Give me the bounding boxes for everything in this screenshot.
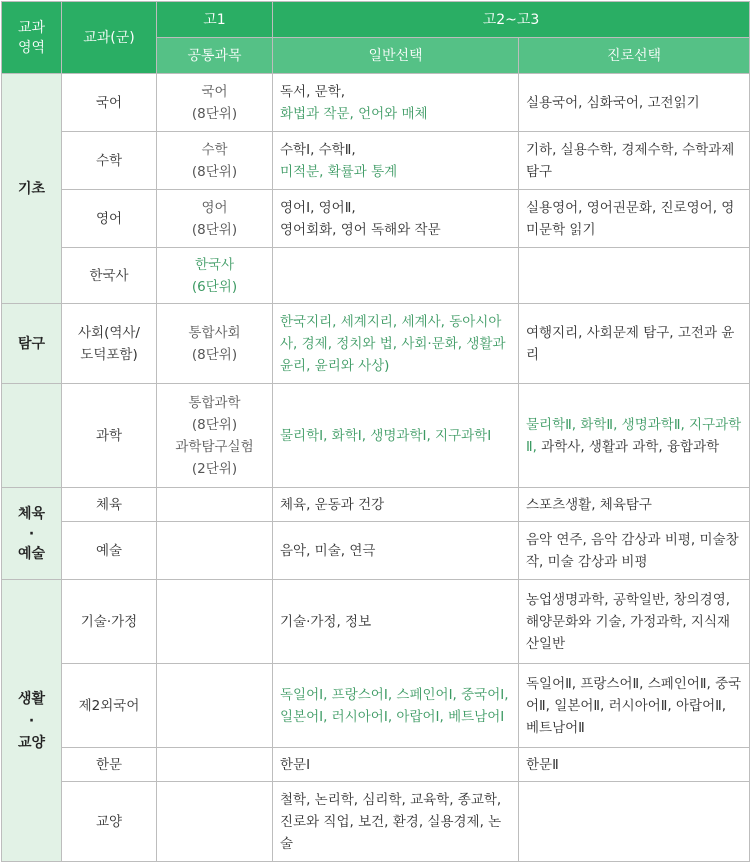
general-english-line2: 영어회화, 영어 독해와 작문 <box>280 221 441 238</box>
header-area: 교과 영역 <box>2 2 62 74</box>
common-classical-chinese <box>157 748 273 782</box>
general-math-line1: 수학Ⅰ, 수학Ⅱ, <box>280 141 356 158</box>
common-science: 통합과학 (8단위) 과학탐구실험 (2단위) <box>157 384 273 488</box>
general-second-language: 독일어Ⅰ, 프랑스어Ⅰ, 스페인어Ⅰ, 중국어Ⅰ, 일본어Ⅰ, 러시아어Ⅰ, 아랍어Ⅰ, 베트남어Ⅰ <box>273 664 519 748</box>
curriculum-table <box>1 1 750 862</box>
general-tech-home: 기술·가정, 정보 <box>273 580 519 664</box>
general-korean-line1: 독서, 문학, <box>280 83 346 100</box>
area-pe-arts: 체육 · 예술 <box>2 488 62 580</box>
subject-english: 영어 <box>62 190 157 248</box>
career-science-green: 물리학Ⅱ, 화학Ⅱ, 생명과학Ⅱ, 지구과학Ⅱ, <box>526 416 742 455</box>
general-english <box>273 190 519 248</box>
common-math: 수학 (8단위) <box>157 132 273 190</box>
subject-science: 과학 <box>62 384 157 488</box>
subject-liberal-arts: 교양 <box>62 782 157 862</box>
area-science-blank <box>2 384 62 488</box>
career-social: 여행지리, 사회문제 탐구, 고전과 윤리 <box>519 304 750 384</box>
subject-social: 사회(역사/ 도덕포함) <box>62 304 157 384</box>
career-science <box>519 384 750 488</box>
subject-korean: 국어 <box>62 74 157 132</box>
career-second-language: 독일어Ⅱ, 프랑스어Ⅱ, 스페인어Ⅱ, 중국어Ⅱ, 일본어Ⅱ, 러시아어Ⅱ, 아랍어Ⅱ, 베트남어Ⅱ <box>519 664 750 748</box>
general-science: 물리학Ⅰ, 화학Ⅰ, 생명과학Ⅰ, 지구과학Ⅰ <box>273 384 519 488</box>
general-math-line2: 미적분, 확률과 통계 <box>280 163 398 180</box>
area-basic: 기초 <box>2 74 62 304</box>
career-liberal-arts <box>519 782 750 862</box>
subject-korean-history: 한국사 <box>62 248 157 304</box>
header-career: 진로선택 <box>519 38 750 74</box>
area-inquiry: 탐구 <box>2 304 62 384</box>
subject-math: 수학 <box>62 132 157 190</box>
common-korean-history: 한국사 (6단위) <box>157 248 273 304</box>
general-classical-chinese: 한문Ⅰ <box>273 748 519 782</box>
career-korean: 실용국어, 심화국어, 고전읽기 <box>519 74 750 132</box>
header-common: 공통과목 <box>157 38 273 74</box>
common-english: 영어 (8단위) <box>157 190 273 248</box>
general-arts: 음악, 미술, 연극 <box>273 522 519 580</box>
general-korean-line2: 화법과 작문, 언어와 매체 <box>280 105 428 122</box>
general-liberal-arts: 철학, 논리학, 심리학, 교육학, 종교학, 진로와 직업, 보건, 환경, 실용경제, 논술 <box>273 782 519 862</box>
general-korean <box>273 74 519 132</box>
career-math: 기하, 실용수학, 경제수학, 수학과제탐구 <box>519 132 750 190</box>
general-math <box>273 132 519 190</box>
subject-tech-home: 기술·가정 <box>62 580 157 664</box>
header-general: 일반선택 <box>273 38 519 74</box>
career-arts: 음악 연주, 음악 감상과 비평, 미술창작, 미술 감상과 비평 <box>519 522 750 580</box>
general-pe: 체육, 운동과 건강 <box>273 488 519 522</box>
header-subject-group: 교과(군) <box>62 2 157 74</box>
career-classical-chinese: 한문Ⅱ <box>519 748 750 782</box>
general-social: 한국지리, 세계지리, 세계사, 동아시아사, 경제, 정치와 법, 사회·문화, 생활과 윤리, 윤리와 사상) <box>273 304 519 384</box>
subject-classical-chinese: 한문 <box>62 748 157 782</box>
career-pe: 스포츠생활, 체육탐구 <box>519 488 750 522</box>
career-tech-home: 농업생명과학, 공학일반, 창의경영, 해양문화와 기술, 가정과학, 지식재산일반 <box>519 580 750 664</box>
career-science-rest: 과학사, 생활과 과학, 융합과학 <box>536 438 720 455</box>
subject-second-language: 제2외국어 <box>62 664 157 748</box>
common-korean: 국어 (8단위) <box>157 74 273 132</box>
common-arts <box>157 522 273 580</box>
common-tech-home <box>157 580 273 664</box>
header-grade1: 고1 <box>157 2 273 38</box>
common-second-language <box>157 664 273 748</box>
career-english: 실용영어, 영어권문화, 진로영어, 영미문학 읽기 <box>519 190 750 248</box>
common-liberal-arts <box>157 782 273 862</box>
subject-arts: 예술 <box>62 522 157 580</box>
common-pe <box>157 488 273 522</box>
general-english-line1: 영어Ⅰ, 영어Ⅱ, <box>280 199 356 216</box>
common-social: 통합사회 (8단위) <box>157 304 273 384</box>
area-life: 생활 · 교양 <box>2 580 62 862</box>
header-grade23: 고2~고3 <box>273 2 750 38</box>
subject-pe: 체육 <box>62 488 157 522</box>
general-korean-history <box>273 248 519 304</box>
career-korean-history <box>519 248 750 304</box>
